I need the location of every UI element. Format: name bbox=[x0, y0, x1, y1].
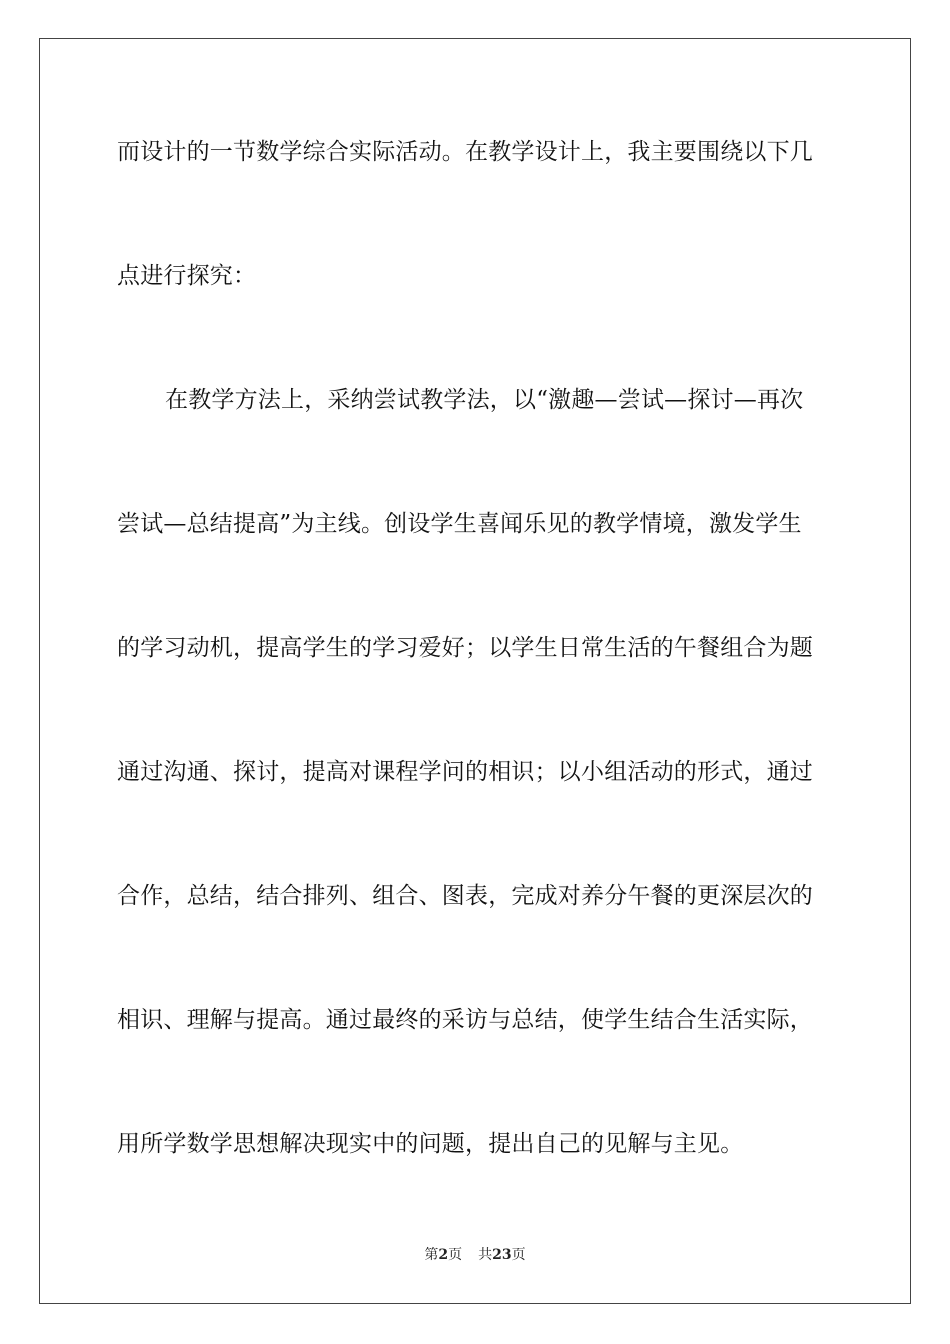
page-footer bbox=[0, 1246, 950, 1264]
body-line-3: 在教学方法上，采纳尝试教学法，以“激趣—尝试—探讨—再次 bbox=[165, 387, 804, 413]
page-frame bbox=[39, 38, 911, 1304]
footer-total-pages: 23 bbox=[492, 1247, 512, 1263]
footer-page-suffix: 页 bbox=[448, 1247, 463, 1263]
footer-total-prefix: 共 bbox=[478, 1247, 493, 1263]
body-line-7: 合作，总结，结合排列、组合、图表，完成对养分午餐的更深层次的 bbox=[117, 883, 813, 909]
footer-page-number: 2 bbox=[438, 1247, 449, 1263]
footer-page-prefix: 第 bbox=[424, 1247, 439, 1263]
body-line-9: 用所学数学思想解决现实中的问题，提出自己的见解与主见。 bbox=[117, 1131, 744, 1157]
body-line-1: 而设计的一节数学综合实际活动。在教学设计上，我主要围绕以下几 bbox=[117, 139, 813, 165]
body-line-4: 尝试—总结提高”为主线。创设学生喜闻乐见的教学情境，激发学生 bbox=[117, 511, 802, 537]
body-line-8: 相识、理解与提高。通过最终的采访与总结，使学生结合生活实际， bbox=[117, 1007, 813, 1033]
body-line-6: 通过沟通、探讨，提高对课程学问的相识；以小组活动的形式，通过 bbox=[117, 759, 813, 785]
footer-total-suffix: 页 bbox=[511, 1247, 526, 1263]
body-line-2: 点进行探究： bbox=[117, 263, 257, 289]
body-line-5: 的学习动机，提高学生的学习爱好；以学生日常生活的午餐组合为题 bbox=[117, 635, 813, 661]
